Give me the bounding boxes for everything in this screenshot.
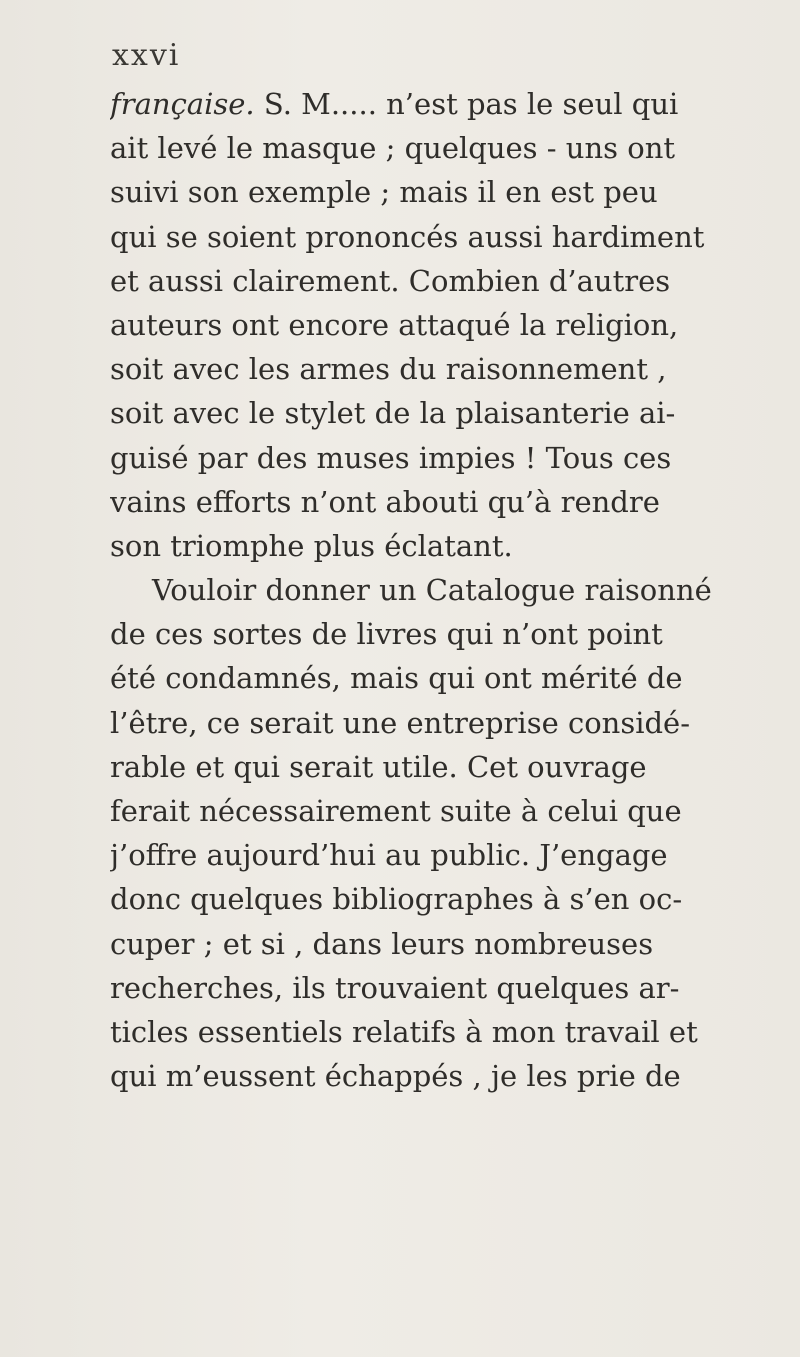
text-line-15: l’être, ce serait une entreprise considé- <box>110 705 691 740</box>
text-line-21: recherches, ils trouvaient quelques ar- <box>110 970 680 1005</box>
text-line-22: ticles essentiels relatifs à mon travail et <box>110 1014 698 1049</box>
text-line-20: cuper ; et si , dans leurs nombreuses <box>110 926 654 961</box>
page-number: xxvi <box>112 38 181 73</box>
italic-word: française. <box>110 87 255 121</box>
text-line-14: été condamnés, mais qui ont mérité de <box>110 661 683 696</box>
text-line-4: qui se soient prononcés aussi hardiment <box>110 219 705 254</box>
text-line-17: ferait nécessairement suite à celui que <box>110 794 682 828</box>
text-line-19: donc quelques bibliographes à s’en oc- <box>110 882 683 917</box>
text-line-12: Vouloir donner un Catalogue raisonné <box>152 573 712 608</box>
body-text <box>110 82 800 1098</box>
text-line-2: ait levé le masque ; quelques - uns ont <box>110 131 676 166</box>
text-line-7: soit avec les armes du raisonnement , <box>110 352 667 387</box>
text-line-13: de ces sortes de livres qui n’ont point <box>110 617 663 652</box>
text-line-5: et aussi clairement. Combien d’autres <box>110 263 671 298</box>
text-line-9: guisé par des muses impies ! Tous ces <box>110 440 672 475</box>
text-line-3: suivi son exemple ; mais il en est peu <box>110 175 658 210</box>
text-line-6: auteurs ont encore attaqué la religion, <box>110 307 679 342</box>
text-line-11: son triomphe plus éclatant. <box>110 528 513 563</box>
text-line-16: rable et qui serait utile. Cet ouvrage <box>110 749 647 784</box>
text-line-1: française. S. M..... n’est pas le seul qui <box>110 87 679 121</box>
text-line-18: j’offre aujourd’hui au public. J’engage <box>110 838 668 873</box>
text-line-23: qui m’eussent échappés , je les prie de <box>110 1059 681 1094</box>
text-line-8: soit avec le stylet de la plaisanterie ai- <box>110 396 676 431</box>
text-line-10: vains efforts n’ont abouti qu’à rendre <box>110 484 660 519</box>
